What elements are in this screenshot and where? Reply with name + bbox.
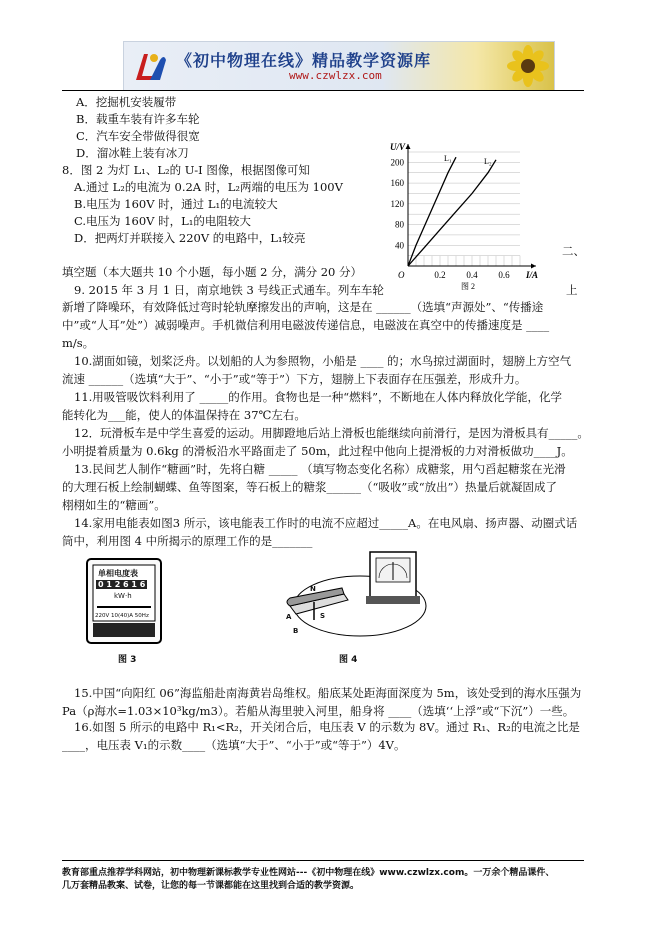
- meter-title: 单相电度表: [98, 569, 138, 578]
- figure-4-induction-apparatus: [284, 548, 444, 644]
- y-tick-label: 40: [395, 240, 404, 251]
- q7-option-b: B．载重车装有许多车轮: [76, 112, 200, 126]
- site-logo-icon: [130, 46, 170, 86]
- q16-line-1: 16.如图 5 所示的电路中 R₁<R₂，开关闭合后，电压表 V 的示数为 8V。通过 R₁、R₂的电流之比是: [74, 720, 580, 734]
- y-tick-label: 160: [390, 178, 404, 189]
- q9-line-1: 9. 2015 年 3 月 1 日，南京地铁 3 号线正式通车。列车车轮: [74, 283, 384, 297]
- q8-option-c: C.电压为 160V 时，L₁的电阻较大: [74, 214, 251, 228]
- x-tick-label: 0.4: [466, 270, 478, 280]
- series-line-2: [408, 160, 496, 266]
- q9-line-1-tail: 上: [566, 283, 578, 297]
- header-banner: [123, 41, 555, 91]
- sunflower-icon: [490, 44, 550, 88]
- header-url[interactable]: www.czwlzx.com: [289, 69, 382, 82]
- q14-line-2: 筒中，利用图 4 中所揭示的原理工作的是_______: [62, 534, 313, 548]
- figure-3-caption: 图 3: [118, 655, 137, 665]
- y-axis-label: U/V: [390, 142, 406, 152]
- q8-stem: 8．图 2 为灯 L₁、L₂的 U-I 图像，根据图像可知: [62, 163, 310, 177]
- q7-option-d: D．溜冰鞋上装有冰刀: [76, 146, 189, 160]
- y-tick-label: 80: [395, 219, 404, 230]
- series-line-1: [408, 157, 456, 266]
- figure-2-ui-chart: [380, 140, 560, 290]
- q11-line-2: 能转化为___能，使人的体温保持在 37℃左右。: [62, 408, 306, 422]
- q13-line-2: 的大理石板上绘制蝴蝶、鱼等图案，等石板上的糖浆______（“吸收”或“放出”）热量后就凝固成了: [62, 480, 558, 494]
- fig4-label-n: N: [310, 585, 316, 593]
- q9-line-3: 中”或“人耳”处”）减弱噪声。手机微信利用电磁波传递信息，电磁波在真空中的传播速度是 ____: [62, 318, 550, 332]
- y-tick-label: 120: [390, 198, 404, 209]
- meter-unit: kW·h: [114, 592, 132, 600]
- header-rule: [62, 90, 584, 91]
- q14-line-1: 14.家用电能表如图3 所示，该电能表工作时的电流不应超过_____A。在电风扇、扬声器、动圈式话: [74, 516, 578, 530]
- footer-line-1: 教育部重点推荐学科网站，初中物理新课标教学专业性网站---《初中物理在线》www.czwlzx.com。一万余个精品课件、: [62, 868, 555, 878]
- section-two-heading: 填空题（本大题共 10 个小题，每小题 2 分，满分 20 分）: [62, 265, 363, 279]
- q9-line-2: 新增了降噪环，有效降低过弯时轮轨摩擦发出的声响，这是在 ______（选填“声源处”、“传播途: [62, 300, 544, 314]
- x-axis-label: I/A: [526, 270, 539, 280]
- q13-line-3: 栩栩如生的“糖画”。: [62, 498, 166, 512]
- meter-spec: 220V 10(40)A 50Hz: [95, 613, 149, 619]
- header-title: 《初中物理在线》精品教学资源库: [176, 51, 432, 70]
- q13-line-1: 13.民间艺人制作“糖画”时，先将白糖 _____ （填写物态变化名称）成糖浆，用勺舀起糖浆在光滑: [74, 462, 566, 476]
- q8-option-d: D．把两灯并联接入 220V 的电路中，L₁较亮: [74, 231, 306, 245]
- section-two-number: 二、: [562, 244, 585, 258]
- q12-line-2: 小明提着质量为 0.6kg 的滑板沿水平路面走了 50m，此过程中他向上提滑板的力对滑板做功____J。: [62, 444, 573, 458]
- origin-label: O: [398, 270, 405, 280]
- q15-line-1: 15.中国“向阳红 06”海监船赴南海黄岩岛维权。船底某处距海面深度为 5m，该处受到的海水压强为: [74, 686, 582, 700]
- q7-option-a: A．挖掘机安装履带: [76, 95, 177, 109]
- series-label-1: L₁: [444, 154, 452, 164]
- q12-line-1: 12．玩滑板车是中学生喜爱的运动。用脚蹬地后站上滑板也能继续向前滑行，是因为滑板具有_____。: [74, 426, 589, 440]
- fig4-label-s: S: [320, 612, 326, 620]
- x-tick-label: 0.2: [434, 270, 446, 280]
- x-axis-arrow: [531, 264, 536, 269]
- q10-line-2: 流速 ______（选填“大于”、“小于”或“等于”）下方，翅膀上下表面存在压强差，形成升力。: [62, 372, 527, 386]
- figure-2-caption: 图 2: [461, 282, 475, 290]
- y-axis-arrow: [406, 144, 411, 149]
- figure-4-caption: 图 4: [339, 655, 358, 665]
- fig4-label-a: A: [286, 613, 292, 621]
- footer-rule: [62, 860, 584, 861]
- meter-digits: 0 1 2 6 1 6: [98, 580, 146, 589]
- q16-line-2: ____，电压表 V₁的示数____（选填“大于”、“小于”或“等于”）4V。: [62, 738, 406, 752]
- fig4-label-b: B: [293, 627, 299, 635]
- q10-line-1: 10.湖面如镜，划桨泛舟。以划船的人为参照物，小船是 ____ 的；水鸟掠过湖面时，翅膀上方空气: [74, 354, 572, 368]
- q8-option-b: B.电压为 160V 时，通过 L₁的电流较大: [74, 197, 278, 211]
- series-label-2: L₂: [484, 156, 492, 166]
- q7-option-c: C．汽车安全带做得很宽: [76, 129, 200, 143]
- q9-line-4: m/s。: [62, 336, 95, 350]
- x-tick-label: 0.6: [498, 270, 510, 280]
- q8-option-a: A.通过 L₂的电流为 0.2A 时，L₂两端的电压为 100V: [74, 180, 343, 194]
- footer-line-2: 几万套精品教案、试卷，让您的每一节课都能在这里找到合适的教学资源。: [62, 881, 360, 891]
- y-tick-label: 200: [390, 157, 404, 168]
- q11-line-1: 11.用吸管吸饮料利用了 _____的作用。食物也是一种“燃料”，不断地在人体内释放化学能，化学: [74, 390, 562, 404]
- q15-line-2: Pa（ρ海水=1.03×10³kg/m3）。若船从海里驶入河里，船身将 ____（选填‘‘上浮”或“下沉”）一些。: [62, 704, 575, 718]
